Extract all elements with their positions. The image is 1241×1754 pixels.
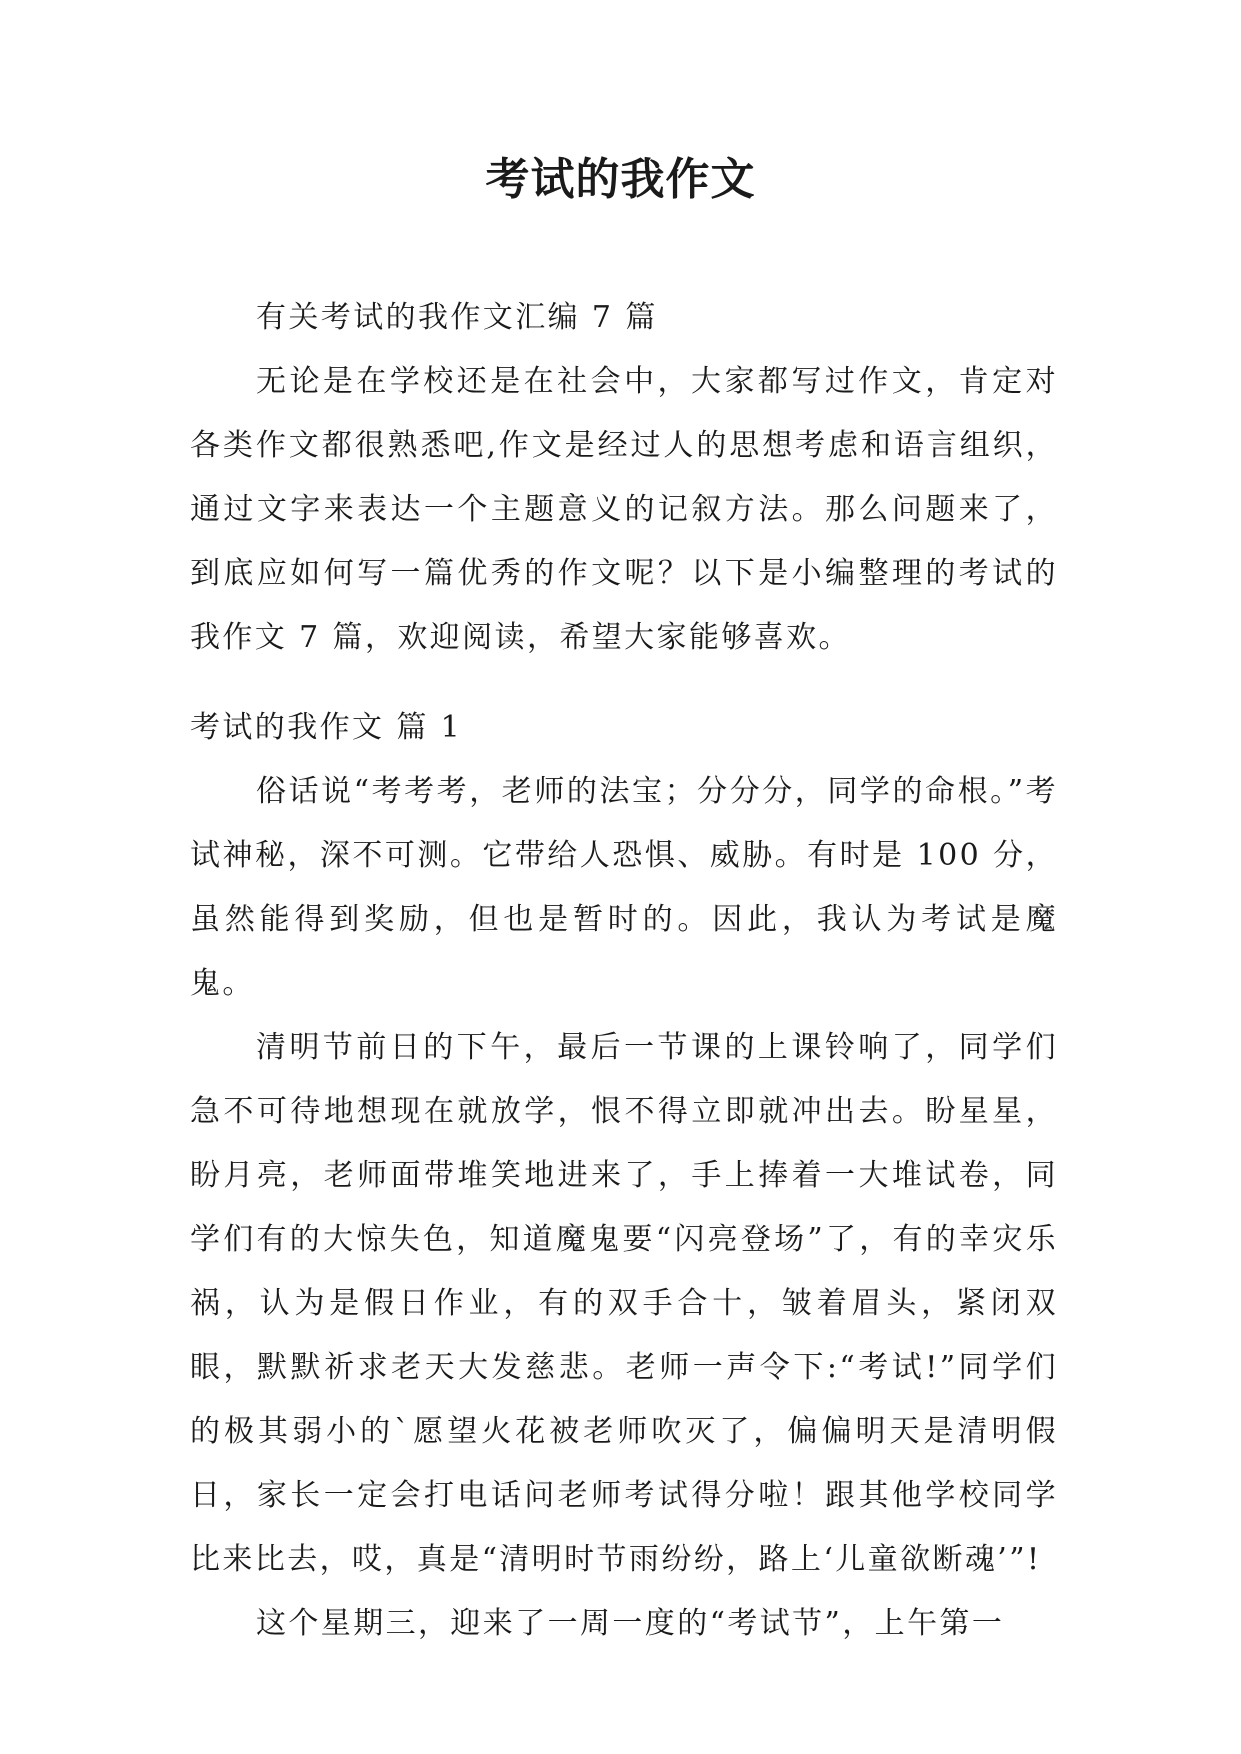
body-paragraph-1: 俗话说“考考考，老师的法宝；分分分，同学的命根。”考试神秘，深不可测。它带给人恐惧、威胁。有时是 100 分，虽然能得到奖励，但也是暂时的。因此，我认为考试是魔鬼。 — [190, 774, 1058, 1001]
document-title: 考试的我作文 — [485, 154, 756, 205]
intro-text: 无论是在学校还是在社会中，大家都写过作文，肯定对各类作文都很熟悉吧,作文是经过人的思想考虑和语言组织，通过文字来表达一个主题意义的记叙方法。那么问题来了，到底应如何写一篇优秀的作文呢？以下是小编整理的考试的我作文 7 篇，欢迎阅读，希望大家能够喜欢。 — [190, 364, 1058, 655]
section-body — [190, 760, 1058, 1656]
body-paragraph-3: 这个星期三，迎来了一周一度的“考试节”，上午第一 — [256, 1606, 1005, 1641]
section-heading-text: 考试的我作文 篇 1 — [190, 710, 463, 745]
document-subtitle — [256, 286, 1124, 350]
subtitle-text: 有关考试的我作文汇编 7 篇 — [256, 300, 658, 335]
section-heading — [190, 696, 1058, 760]
intro-paragraph — [190, 350, 1058, 670]
body-paragraph-2: 清明节前日的下午，最后一节课的上课铃响了，同学们急不可待地想现在就放学，恨不得立即就冲出去。盼星星，盼月亮，老师面带堆笑地进来了，手上捧着一大堆试卷，同学们有的大惊失色，知道魔鬼要“闪亮登场”了，有的幸灾乐祸，认为是假日作业，有的双手合十，皱着眉头，紧闭双眼，默默祈求老天大发慈悲。老师一声令下:“考试!”同学们的极其弱小的`愿望火花被老师吹灭了，偏偏明天是清明假日，家长一定会打电话问老师考试得分啦！跟其他学校同学比来比去，哎，真是“清明时节雨纷纷，路上‘儿童欲断魂’”! — [190, 1030, 1058, 1577]
